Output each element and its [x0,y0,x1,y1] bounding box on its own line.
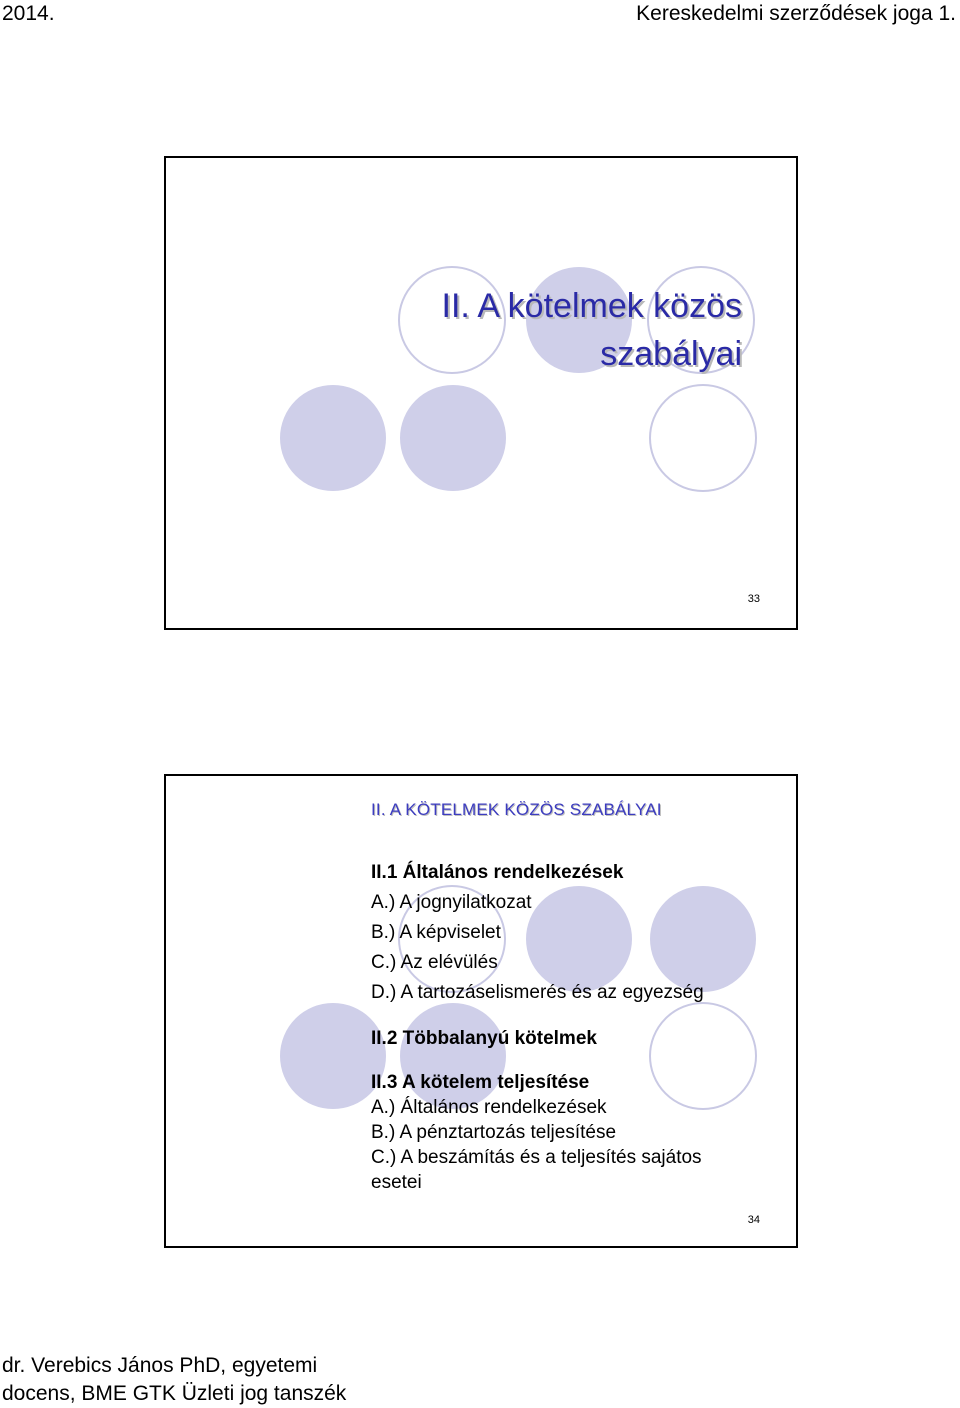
list-item: B.) A képviselet [371,922,501,943]
list-item: D.) A tartozáselismerés és az egyezség [371,982,704,1003]
footer-line1: dr. Verebics János PhD, egyetemi [2,1354,318,1377]
slide-title-line2: szabályai [600,335,742,373]
list-item: esetei [371,1172,422,1193]
list-item: A.) A jognyilatkozat [371,892,532,913]
slide-title: II. A KÖTELMEK KÖZÖS SZABÁLYAI [371,800,662,819]
footer-author [2,1352,346,1408]
slide-page-number: 33 [747,593,760,605]
section-heading: II.3 A kötelem teljesítése [371,1072,590,1093]
circle-filled [400,385,506,491]
section-heading: II.1 Általános rendelkezések [371,862,624,883]
header-year: 2014. [2,2,55,25]
list-item: B.) A pénztartozás teljesítése [371,1122,617,1143]
circle-filled [280,385,386,491]
slide-page-number: 34 [747,1214,760,1226]
decorative-circles [166,158,796,628]
list-item: A.) Általános rendelkezések [371,1097,607,1118]
slide-title [322,282,742,378]
footer-line2: docens, BME GTK Üzleti jog tanszék [2,1382,347,1405]
slide-34 [164,774,798,1248]
slide-33 [164,156,798,630]
section-heading: II.2 Többalanyú kötelmek [371,1028,597,1049]
table-of-contents [371,858,704,1195]
list-item: C.) Az elévülés [371,952,498,973]
header-course-title: Kereskedelmi szerződések joga 1. [636,2,956,25]
circle-outline [650,385,756,491]
slide-title-line1: II. A kötelmek közös [441,287,742,325]
list-item: C.) A beszámítás és a teljesítés sajátos [371,1147,702,1168]
